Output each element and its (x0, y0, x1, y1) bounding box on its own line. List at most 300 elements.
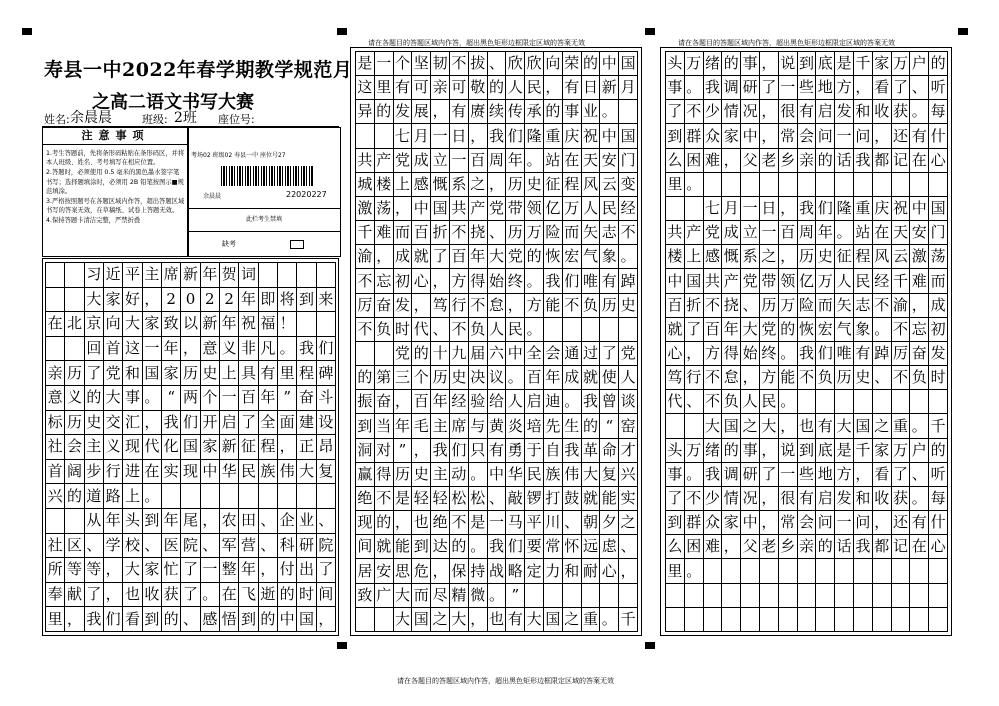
grid-cell: 负 (816, 366, 835, 390)
grid-cell: 终 (760, 342, 779, 366)
grid-cell: 是 (835, 439, 854, 463)
grid-cell: 历 (65, 361, 84, 386)
grid-cell: 国 (412, 608, 431, 632)
grid-cell: 年 (722, 318, 741, 342)
grid-cell: 党 (741, 269, 760, 293)
grid-cell: 一 (835, 124, 854, 148)
grid-cell: 问 (854, 511, 873, 535)
grid-cell: 验 (469, 390, 488, 414)
grid-cell: 。 (835, 221, 854, 245)
grid-cell: 之 (469, 173, 488, 197)
grid-cell (835, 584, 854, 608)
grid-cell: ， (375, 245, 394, 269)
grid-cell (259, 263, 278, 288)
grid-cell: 松 (450, 487, 469, 511)
grid-cell: 能 (394, 535, 413, 559)
grid-cell (666, 414, 685, 438)
grid-cell: 云 (600, 173, 619, 197)
grid-cell: ， (143, 288, 162, 313)
grid-cell: 们 (506, 535, 525, 559)
grid-cell: 史 (816, 245, 835, 269)
grid-cell: 到 (239, 607, 258, 632)
grid-cell: 终 (506, 269, 525, 293)
grid-cell (46, 337, 65, 362)
grid-cell: ， (431, 100, 450, 124)
grid-cell: 带 (760, 269, 779, 293)
grid-cell: 。 (469, 535, 488, 559)
grid-cell (741, 559, 760, 583)
grid-cell: 上 (123, 484, 142, 509)
grid-cell: 共 (704, 269, 723, 293)
grid-cell: 大 (123, 312, 142, 337)
grid-cell: 我 (544, 269, 563, 293)
grid-cell: 、 (741, 294, 760, 318)
grid-cell: 国 (143, 361, 162, 386)
grid-cell: 得 (375, 463, 394, 487)
grid-cell: 历 (600, 294, 619, 318)
grid-cell: 我 (582, 390, 601, 414)
grid-cell: 记 (892, 535, 911, 559)
grid-cell: 、 (431, 318, 450, 342)
grid-cell: 的 (816, 535, 835, 559)
grid-cell: 不 (450, 52, 469, 76)
grid-cell: 大 (297, 460, 316, 485)
grid-cell: 我 (488, 535, 507, 559)
grid-cell: 不 (798, 366, 817, 390)
grid-cell (929, 390, 948, 414)
grid-cell (239, 484, 258, 509)
grid-cell: 的 (582, 52, 601, 76)
grid-cell: 百 (412, 221, 431, 245)
grid-cell: 的 (65, 484, 84, 509)
grid-cell: 程 (297, 361, 316, 386)
grid-cell: 、 (488, 221, 507, 245)
grid-cell: 少 (704, 487, 723, 511)
grid-cell: 义 (65, 386, 84, 411)
grid-cell: 。 (685, 559, 704, 583)
grid-cell: 义 (220, 337, 239, 362)
grid-cell: 党 (506, 245, 525, 269)
grid-cell: 医 (162, 534, 181, 559)
grid-cell: 中 (278, 607, 297, 632)
grid-cell: 赓 (469, 100, 488, 124)
grid-cell: 个 (412, 366, 431, 390)
grid-cell: 发 (394, 100, 413, 124)
grid-cell: 黄 (488, 414, 507, 438)
grid-cell: 的 (582, 414, 601, 438)
grid-cell: 、 (143, 534, 162, 559)
grid-cell: 荡 (929, 245, 948, 269)
class-value: 2班 (174, 110, 197, 126)
grid-cell (835, 559, 854, 583)
grid-cell: 民 (760, 390, 779, 414)
grid-cell: 这 (356, 76, 375, 100)
grid-cell (619, 318, 638, 342)
grid-cell: 异 (356, 100, 375, 124)
grid-cell: 不 (704, 294, 723, 318)
grid-cell: 万 (892, 52, 911, 76)
grid-cell: 主 (85, 435, 104, 460)
grid-cell (779, 584, 798, 608)
grid-cell: ， (278, 435, 297, 460)
grid-cell: 炎 (506, 414, 525, 438)
grid-cell (873, 390, 892, 414)
grid-cell: ， (741, 366, 760, 390)
grid-cell: 就 (375, 535, 394, 559)
grid-cell: 大 (582, 463, 601, 487)
grid-cell: 矢 (835, 294, 854, 318)
grid-cell: 。 (525, 269, 544, 293)
grid-cell: 共 (450, 197, 469, 221)
grid-cell: 事 (741, 52, 760, 76)
grid-cell: 话 (835, 149, 854, 173)
grid-cell (317, 484, 336, 509)
grid-cell: 我 (798, 197, 817, 221)
grid-cell: 松 (469, 487, 488, 511)
grid-cell: 传 (506, 100, 525, 124)
grid-cell: 才 (619, 439, 638, 463)
grid-cell (816, 390, 835, 414)
grid-cell (910, 173, 929, 197)
grid-cell: 历 (798, 245, 817, 269)
grid-cell: 了 (181, 558, 200, 583)
grid-cell: 不 (873, 294, 892, 318)
grid-cell: 里 (278, 361, 297, 386)
grid-cell: 万 (892, 439, 911, 463)
grid-cell: 征 (835, 245, 854, 269)
grid-cell: 了 (685, 318, 704, 342)
grid-cell: 动 (450, 463, 469, 487)
grid-cell: 百 (412, 390, 431, 414)
grid-cell: 史 (412, 463, 431, 487)
grid-cell: 区 (65, 534, 84, 559)
grid-cell: 平 (123, 263, 142, 288)
grid-cell: ， (779, 245, 798, 269)
grid-cell: 军 (220, 534, 239, 559)
grid-cell: 马 (506, 511, 525, 535)
grid-cell: 有 (816, 414, 835, 438)
grid-cell: 程 (563, 173, 582, 197)
grid-cell: 等 (85, 558, 104, 583)
grid-cell: 经 (450, 390, 469, 414)
grid-cell: 说 (779, 439, 798, 463)
grid-cell: 难 (704, 149, 723, 173)
grid-cell (704, 173, 723, 197)
registration-mark (645, 28, 655, 35)
grid-cell (619, 584, 638, 608)
grid-cell: 虑 (600, 535, 619, 559)
grid-cell: 户 (910, 52, 929, 76)
grid-cell: 国 (297, 607, 316, 632)
grid-cell: 农 (220, 509, 239, 534)
grid-cell: 万 (779, 294, 798, 318)
grid-cell: 年 (220, 312, 239, 337)
grid-cell: 三 (394, 366, 413, 390)
grid-cell: 人 (835, 269, 854, 293)
grid-cell: 周 (488, 149, 507, 173)
grid-cell: 险 (798, 294, 817, 318)
grid-cell: 征 (239, 435, 258, 460)
grid-cell: 远 (582, 535, 601, 559)
grid-cell: 奋 (375, 294, 394, 318)
grid-cell: 年 (104, 509, 123, 534)
grid-cell: 的 (816, 149, 835, 173)
grid-cell: 毛 (412, 414, 431, 438)
grid-cell (835, 390, 854, 414)
grid-cell: 父 (741, 149, 760, 173)
grid-cell: 、 (201, 534, 220, 559)
grid-cell: 路 (104, 484, 123, 509)
grid-cell: 民 (525, 76, 544, 100)
grid-cell: 还 (892, 124, 911, 148)
grid-cell: 历 (760, 294, 779, 318)
grid-cell (181, 484, 200, 509)
grid-cell: 方 (704, 342, 723, 366)
writing-grid-panel-2 (355, 51, 638, 632)
grid-cell (666, 608, 685, 632)
grid-cell: 首 (104, 337, 123, 362)
grid-cell: 给 (488, 390, 507, 414)
grid-cell: 老 (760, 535, 779, 559)
grid-cell: 中 (741, 124, 760, 148)
grid-cell: 初 (394, 269, 413, 293)
grid-cell: 精 (450, 584, 469, 608)
grid-cell: 奋 (910, 342, 929, 366)
grid-cell: 会 (798, 511, 817, 535)
grid-cell: 风 (873, 245, 892, 269)
grid-cell: 们 (450, 439, 469, 463)
grid-cell: 什 (929, 511, 948, 535)
grid-cell: 亲 (46, 361, 65, 386)
grid-cell (65, 509, 84, 534)
grid-cell: 尾 (181, 509, 200, 534)
grid-cell (910, 559, 929, 583)
grid-cell: 轻 (412, 487, 431, 511)
grid-cell: 家 (873, 439, 892, 463)
grid-cell: ， (488, 173, 507, 197)
grid-cell: 方 (450, 269, 469, 293)
grid-cell: 变 (619, 173, 638, 197)
grid-cell: 感 (201, 607, 220, 632)
grid-cell: 万 (563, 197, 582, 221)
grid-cell: 我 (162, 411, 181, 436)
grid-cell: 能 (779, 366, 798, 390)
grid-cell: 能 (544, 294, 563, 318)
grid-cell: 月 (412, 124, 431, 148)
grid-cell: 。 (278, 337, 297, 362)
grid-cell: 共 (356, 149, 375, 173)
grid-cell: 伟 (278, 460, 297, 485)
grid-cell: 业 (582, 100, 601, 124)
grid-cell: 祝 (582, 124, 601, 148)
grid-cell: 荡 (375, 197, 394, 221)
grid-cell: 们 (317, 337, 336, 362)
grid-cell: 历 (65, 411, 84, 436)
grid-cell: 大 (760, 414, 779, 438)
grid-cell: 设 (317, 411, 336, 436)
grid-cell: 史 (619, 294, 638, 318)
grid-cell: 看 (123, 607, 142, 632)
writing-grid-panel-1 (45, 262, 336, 632)
absent-checkbox[interactable] (290, 240, 304, 249)
grid-cell: 年 (239, 558, 258, 583)
grid-cell: ， (760, 487, 779, 511)
grid-cell: 危 (412, 559, 431, 583)
grid-cell (798, 559, 817, 583)
grid-cell: 飞 (239, 583, 258, 608)
grid-cell: 这 (123, 337, 142, 362)
grid-cell (704, 584, 723, 608)
grid-cell: 常 (544, 535, 563, 559)
grid-cell (816, 584, 835, 608)
grid-cell: 么 (666, 535, 685, 559)
grid-cell: 慨 (431, 173, 450, 197)
grid-cell: 具 (239, 361, 258, 386)
grid-cell: 2 (162, 288, 181, 313)
grid-cell: 献 (65, 583, 84, 608)
grid-cell: 有 (394, 76, 413, 100)
grid-cell: 千 (854, 439, 873, 463)
grid-cell: 话 (835, 535, 854, 559)
grid-cell: 了 (600, 342, 619, 366)
grid-cell: 一 (143, 337, 162, 362)
grid-cell: 成 (394, 245, 413, 269)
grid-cell: 事 (666, 76, 685, 100)
grid-cell: 九 (450, 342, 469, 366)
grid-cell: 负 (469, 318, 488, 342)
grid-cell (929, 559, 948, 583)
grid-cell: 要 (525, 535, 544, 559)
grid-cell: 方 (835, 463, 854, 487)
grid-cell: 国 (181, 435, 200, 460)
grid-cell (892, 608, 911, 632)
grid-cell: 到 (143, 509, 162, 534)
grid-cell: 家 (143, 312, 162, 337)
candist-forbidden-notice: 此栏考生禁填 (188, 208, 340, 223)
grid-cell: ， (910, 294, 929, 318)
grid-cell: 笃 (666, 366, 685, 390)
grid-cell: ， (873, 511, 892, 535)
grid-cell: 不 (356, 318, 375, 342)
grid-cell: 行 (685, 366, 704, 390)
grid-cell: 第 (375, 366, 394, 390)
grid-cell: 绝 (431, 511, 450, 535)
grid-cell: 的 (722, 439, 741, 463)
grid-cell: 门 (619, 149, 638, 173)
grid-cell: 重 (544, 124, 563, 148)
grid-cell: 了 (85, 583, 104, 608)
grid-cell: 么 (666, 149, 685, 173)
grid-cell: 感 (412, 173, 431, 197)
grid-cell: 。 (685, 173, 704, 197)
grid-cell: 里 (375, 76, 394, 100)
grid-cell: 意 (201, 337, 220, 362)
grid-cell: 是 (394, 487, 413, 511)
grid-cell: 六 (488, 342, 507, 366)
grid-cell (685, 608, 704, 632)
grid-cell: 们 (563, 269, 582, 293)
grid-cell: 振 (356, 390, 375, 414)
grid-cell: ， (201, 509, 220, 534)
grid-cell: 也 (123, 583, 142, 608)
grid-cell: 还 (892, 511, 911, 535)
grid-cell: 们 (816, 342, 835, 366)
grid-cell: 百 (666, 294, 685, 318)
grid-cell: 很 (779, 100, 798, 124)
grid-cell: 成 (722, 221, 741, 245)
grid-cell: 曾 (600, 390, 619, 414)
grid-cell: 乡 (779, 535, 798, 559)
grid-cell: 我 (704, 463, 723, 487)
grid-cell: 而 (394, 221, 413, 245)
grid-cell: 力 (544, 559, 563, 583)
grid-cell (816, 559, 835, 583)
grid-cell: 困 (685, 535, 704, 559)
grid-cell: 千 (929, 414, 948, 438)
grid-cell (65, 263, 84, 288)
grid-cell: 难 (375, 221, 394, 245)
grid-cell: 的 (929, 52, 948, 76)
grid-cell (779, 173, 798, 197)
grid-cell (779, 608, 798, 632)
grid-cell: 发 (929, 342, 948, 366)
grid-cell: 。 (910, 487, 929, 511)
grid-cell: 怀 (563, 535, 582, 559)
grid-cell: 了 (760, 76, 779, 100)
grid-cell: 渝 (356, 245, 375, 269)
grid-cell: 大 (394, 608, 413, 632)
grid-cell: 党 (619, 342, 638, 366)
grid-cell: 行 (104, 460, 123, 485)
grid-cell: 。 (469, 463, 488, 487)
grid-cell: 历 (181, 361, 200, 386)
grid-cell: 略 (506, 559, 525, 583)
grid-cell: 到 (666, 124, 685, 148)
grid-cell: 的 (375, 511, 394, 535)
grid-cell: 即 (259, 288, 278, 313)
grid-cell: 实 (162, 460, 181, 485)
grid-cell: 象 (854, 318, 873, 342)
grid-cell: 向 (104, 312, 123, 337)
grid-cell (929, 608, 948, 632)
notice-item: 3.严格按照题号在各题区域内作答，超出答题区域书写的答案无效，在草稿纸、试卷上答题无效。 (46, 198, 185, 215)
grid-cell: 有 (910, 511, 929, 535)
grid-cell: 百 (779, 221, 798, 245)
grid-cell: 产 (469, 197, 488, 221)
grid-cell: 命 (600, 439, 619, 463)
grid-cell: 华 (220, 460, 239, 485)
grid-cell: 欣 (525, 52, 544, 76)
grid-cell: ， (143, 411, 162, 436)
grid-cell: 的 (278, 583, 297, 608)
grid-cell (297, 484, 316, 509)
seat-label: 座位号: (218, 113, 255, 126)
grid-cell: 人 (582, 197, 601, 221)
grid-cell: 到 (666, 511, 685, 535)
grid-cell: 忘 (375, 269, 394, 293)
grid-cell: 不 (469, 294, 488, 318)
grid-cell: 复 (317, 460, 336, 485)
grid-cell: 头 (666, 439, 685, 463)
grid-cell: 敲 (506, 487, 525, 511)
grid-cell: 是 (356, 52, 375, 76)
grid-cell: 事 (563, 100, 582, 124)
grid-cell (722, 559, 741, 583)
grid-cell (582, 584, 601, 608)
grid-cell: 非 (239, 337, 258, 362)
grid-cell: 步 (85, 460, 104, 485)
grid-cell: 而 (929, 269, 948, 293)
